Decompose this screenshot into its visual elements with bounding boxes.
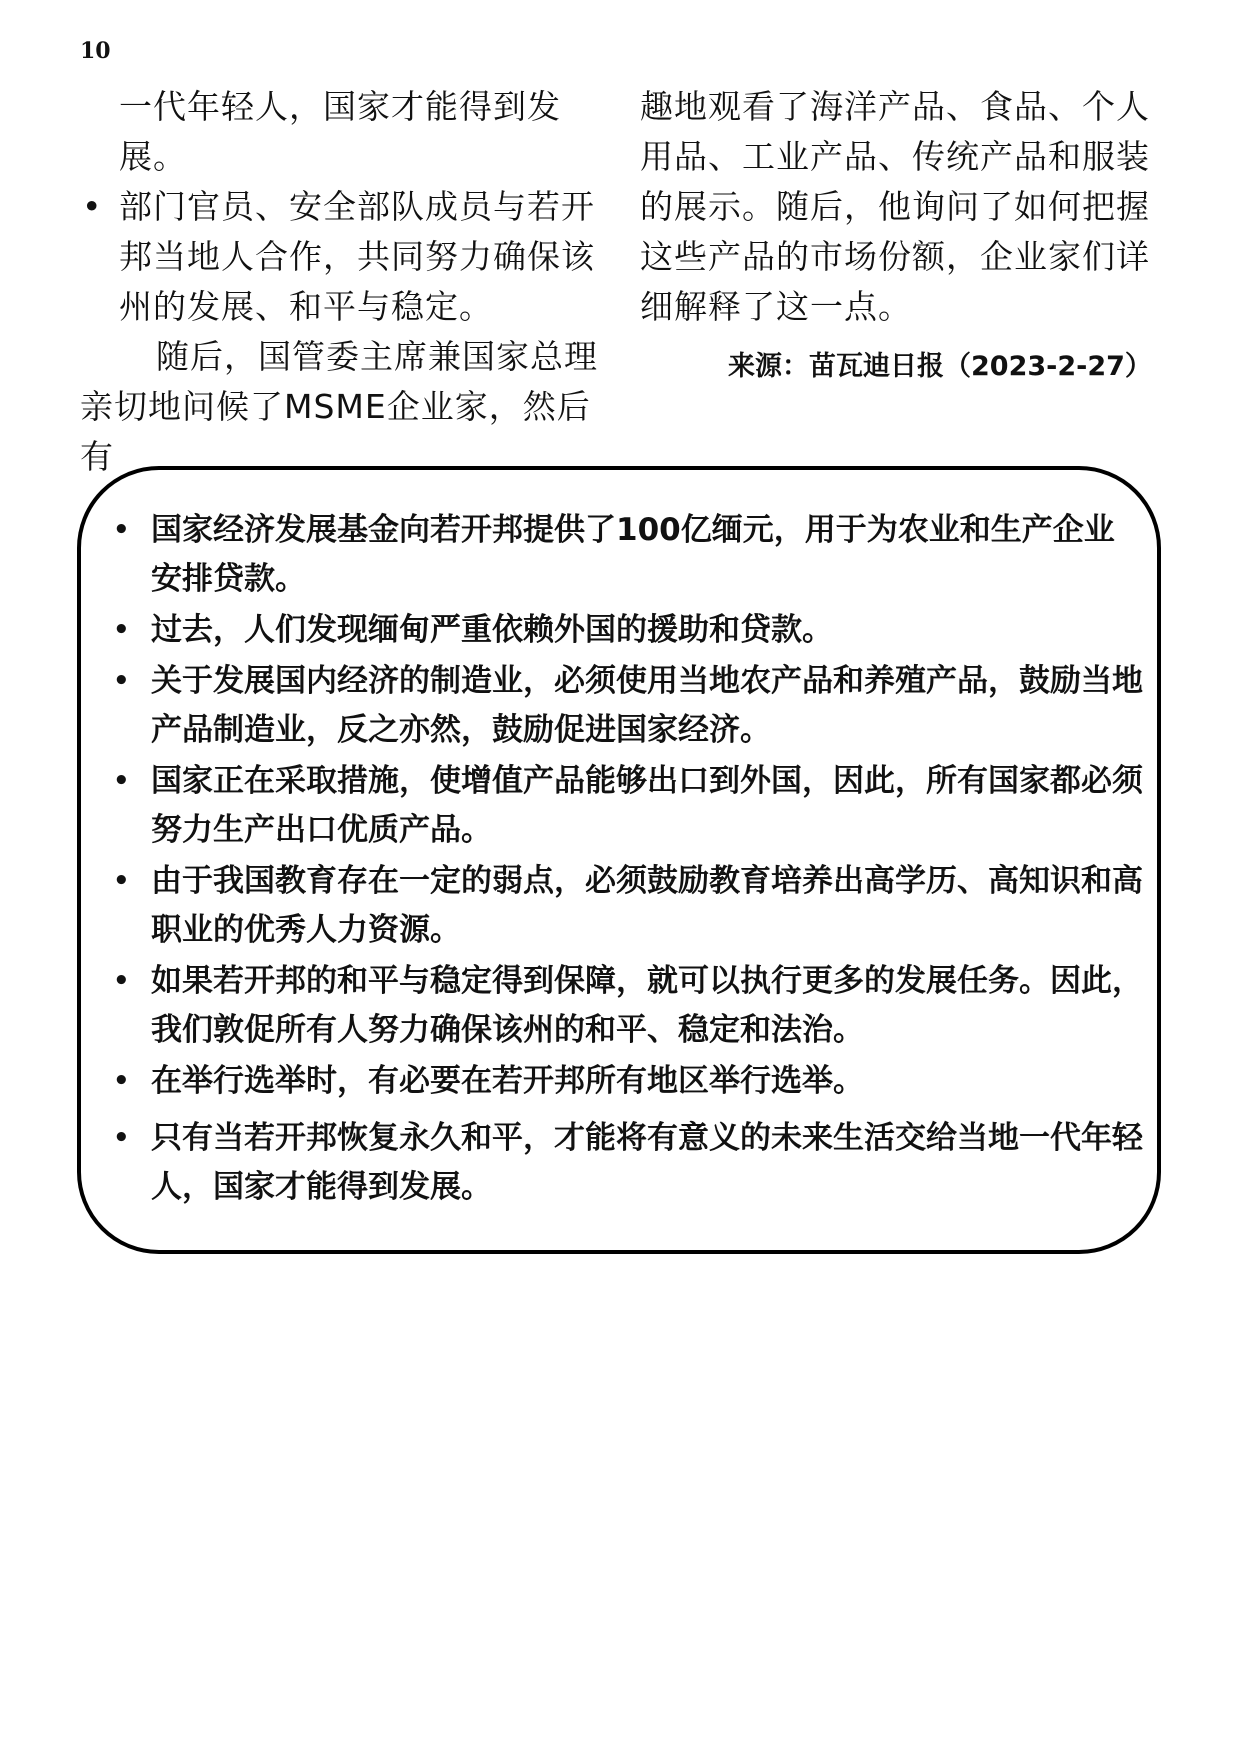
bullet-icon: • — [82, 187, 103, 226]
left-column — [80, 82, 600, 482]
summary-item-text: 只有当若开邦恢复永久和平，才能将有意义的未来生活交给当地一代年轻人，国家才能得到发展。 — [151, 1120, 1143, 1205]
bullet-icon: • — [113, 1066, 130, 1096]
right-paragraph: 趣地观看了海洋产品、食品、个人用品、工业产品、传统产品和服装的展示。随后，他询问了如何把握这些产品的市场份额，企业家们详细解释了这一点。 — [640, 87, 1150, 326]
summary-list — [113, 506, 1143, 1212]
bullet-icon: • — [113, 766, 130, 796]
summary-item — [113, 857, 1143, 955]
bullet-icon: • — [113, 866, 130, 896]
left-paragraph: 随后，国管委主席兼国家总理亲切地问候了MSME企业家，然后有 — [80, 337, 598, 476]
summary-item-text: 在举行选举时，有必要在若开邦所有地区举行选举。 — [151, 1063, 864, 1099]
summary-item — [113, 957, 1143, 1055]
summary-item-text: 国家经济发展基金向若开邦提供了100亿缅元，用于为农业和生产企业安排贷款。 — [151, 512, 1115, 597]
summary-item-text: 关于发展国内经济的制造业，必须使用当地农产品和养殖产品，鼓励当地产品制造业，反之亦然，鼓励促进国家经济。 — [151, 663, 1143, 748]
right-column — [640, 82, 1160, 332]
summary-item — [113, 757, 1143, 855]
summary-item — [113, 606, 1143, 655]
left-bullet-text: 部门官员、安全部队成员与若开邦当地人合作，共同努力确保该州的发展、和平与稳定。 — [119, 187, 595, 326]
summary-item-text: 由于我国教育存在一定的弱点，必须鼓励教育培养出高学历、高知识和高职业的优秀人力资源。 — [151, 863, 1143, 948]
summary-item-text: 如果若开邦的和平与稳定得到保障，就可以执行更多的发展任务。因此，我们敦促所有人努力确保该州的和平、稳定和法治。 — [151, 963, 1143, 1048]
bullet-icon: • — [113, 515, 130, 545]
summary-item-text: 国家正在采取措施，使增值产品能够出口到外国，因此，所有国家都必须努力生产出口优质产品。 — [151, 763, 1143, 848]
continued-line-2: 展。 — [119, 137, 187, 176]
source-citation: 来源：苗瓦迪日报（2023-2-27） — [728, 351, 1152, 382]
summary-item — [113, 1114, 1143, 1212]
summary-item — [113, 506, 1143, 604]
summary-item — [113, 657, 1143, 755]
page-number: 10 — [80, 38, 111, 64]
bullet-icon: • — [113, 1123, 130, 1153]
bullet-icon: • — [113, 666, 130, 696]
bullet-icon: • — [113, 966, 130, 996]
left-bullet-item — [80, 182, 600, 332]
summary-item — [113, 1057, 1143, 1106]
bullet-icon: • — [113, 615, 130, 645]
continued-line-1: 一代年轻人，国家才能得到发 — [119, 87, 561, 126]
summary-item-text: 过去，人们发现缅甸严重依赖外国的援助和贷款。 — [151, 612, 833, 648]
